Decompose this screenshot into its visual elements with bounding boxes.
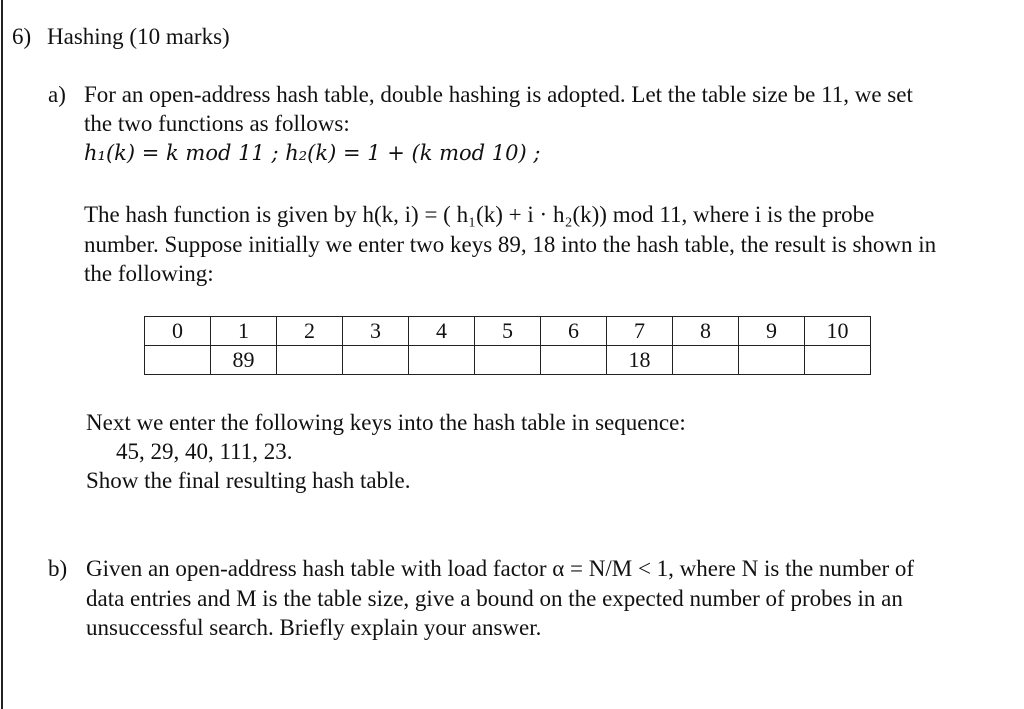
next-keys-line: Next we enter the following keys into the hash table in sequence:: [86, 410, 686, 435]
question-title: Hashing (10 marks): [47, 24, 230, 49]
index-cell: 7: [607, 317, 673, 346]
index-cell: 2: [277, 317, 343, 346]
index-cell: 9: [739, 317, 805, 346]
hash-definition-line-2: number. Suppose initially we enter two keys 89, 18 into the hash table, the result is shown in: [84, 232, 937, 257]
index-cell: 0: [145, 317, 211, 346]
index-cell: 4: [409, 317, 475, 346]
part-a-line-1: For an open-address hash table, double hashing is adopted. Let the table size be 11, we set: [84, 82, 913, 107]
value-cell: [805, 346, 871, 375]
index-cell: 3: [343, 317, 409, 346]
hash-definition-line-1: The hash function is given by h(k, i) = ( h₁(k) + i · h₂(k)) mod 11, where i is the probe: [84, 202, 875, 227]
index-cell: 5: [475, 317, 541, 346]
hash-definition-line-3: the following:: [84, 261, 214, 286]
value-cell: [673, 346, 739, 375]
value-cell: [541, 346, 607, 375]
part-b-line-3: unsuccessful search. Briefly explain your answer.: [86, 615, 542, 640]
index-cell: 6: [541, 317, 607, 346]
keys-sequence: 45, 29, 40, 111, 23.: [116, 439, 293, 464]
index-cell: 1: [211, 317, 277, 346]
hash-table-index-row: [145, 317, 871, 346]
question-number: 6): [12, 24, 32, 49]
value-cell: 18: [607, 346, 673, 375]
part-b-label: b): [48, 556, 68, 581]
index-cell: 8: [673, 317, 739, 346]
part-b-line-1: Given an open-address hash table with load factor α = N/M < 1, where N is the number of: [86, 556, 915, 581]
value-cell: [409, 346, 475, 375]
hash-functions-formula: h₁(k) = k mod 11 ; h₂(k) = 1 + (k mod 10) ;: [84, 141, 541, 165]
value-cell: 89: [211, 346, 277, 375]
hash-table: [144, 316, 871, 375]
value-cell: [475, 346, 541, 375]
value-cell: [343, 346, 409, 375]
value-cell: [145, 346, 211, 375]
page-left-border: [1, 0, 3, 709]
value-cell: [739, 346, 805, 375]
part-a-line-2: the two functions as follows:: [84, 111, 350, 136]
index-cell: 10: [805, 317, 871, 346]
show-table-instruction: Show the final resulting hash table.: [86, 468, 411, 493]
hash-table-value-row: [145, 346, 871, 375]
part-a-label: a): [48, 82, 66, 107]
part-b-line-2: data entries and M is the table size, give a bound on the expected number of probes in an: [86, 586, 903, 611]
value-cell: [277, 346, 343, 375]
